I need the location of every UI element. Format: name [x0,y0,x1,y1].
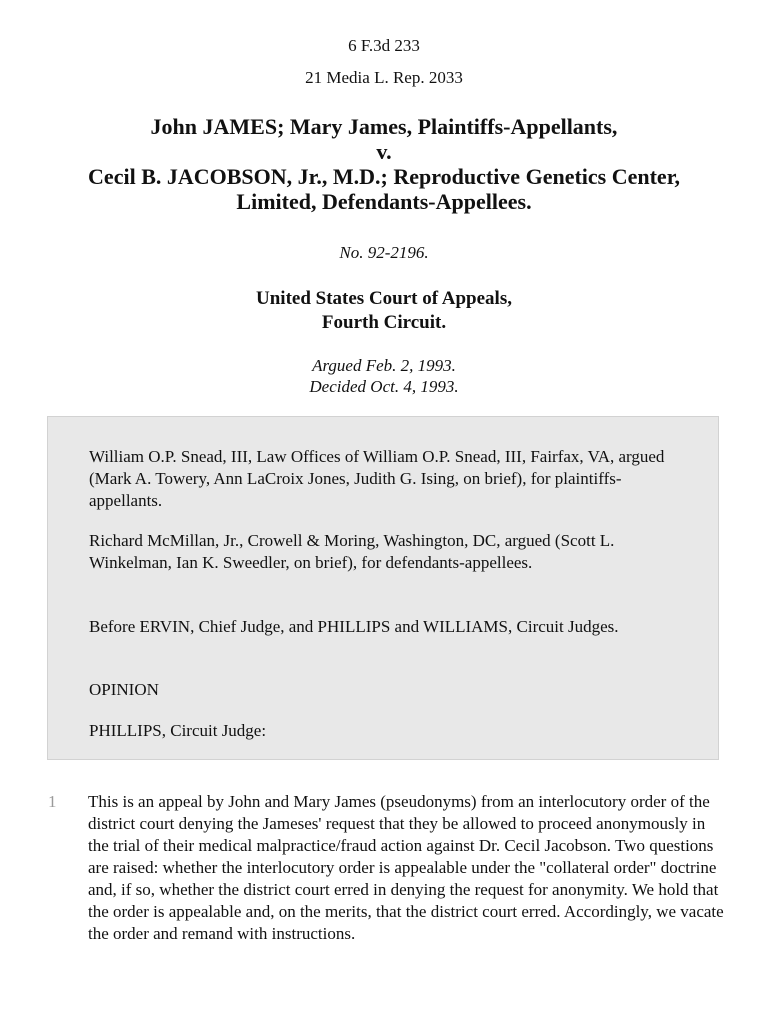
counsel-appellants: William O.P. Snead, III, Law Offices of William O.P. Snead, III, Fairfax, VA, argued (Mark A. Towery, Ann LaCroix Jones, Judith G. Ising, on brief), for plaintiffs-appellants. [89,447,665,510]
reporter-citation: 6 F.3d 233 [348,36,420,55]
caption-defendants-cont: Limited, Defendants-Appellees. [236,189,532,214]
headnote-box [47,416,719,760]
opinion-paragraph: This is an appeal by John and Mary James (pseudonyms) from an interlocutory order of the district court denying the Jameses' request that they be allowed to proceed anonymously in the trial of their medical malpractice/fraud action against Dr. Cecil Jacobson. Two questions are raised: whether the interlocutory order is appealable under the "collateral order" doctrine and, if so, whether the district court erred in denying the request for anonymity. We hold that the order is appealable and, on the merits, that the district court erred. Accordingly, we vacate the order and remand with instructions. [88,792,724,943]
opinion-author: PHILLIPS, Circuit Judge: [89,721,267,740]
caption-defendants: Cecil B. JACOBSON, Jr., M.D.; Reproductive Genetics Center, [88,164,680,189]
media-law-citation: 21 Media L. Rep. 2033 [305,68,463,87]
caption-plaintiffs: John JAMES; Mary James, Plaintiffs-Appellants, [150,114,618,139]
caption-versus: v. [376,139,392,164]
argued-date: Argued Feb. 2, 1993. [312,356,456,375]
decided-date: Decided Oct. 4, 1993. [309,377,459,396]
decision-dates [0,355,768,397]
counsel-appellees: Richard McMillan, Jr., Crowell & Moring, Washington, DC, argued (Scott L. Winkelman, Ian K. Sweedler, on brief), for defendants-appellees. [89,531,615,572]
paragraph-number: 1 [48,792,57,811]
opinion-label: OPINION [89,680,159,699]
court-name-line2: Fourth Circuit. [321,312,447,333]
panel-judges: Before ERVIN, Chief Judge, and PHILLIPS and WILLIAMS, Circuit Judges. [89,617,619,636]
court-name-line1: United States Court of Appeals, [256,288,512,309]
court-name [0,287,768,335]
docket-number: No. 92-2196. [339,243,429,262]
case-caption [0,114,768,214]
